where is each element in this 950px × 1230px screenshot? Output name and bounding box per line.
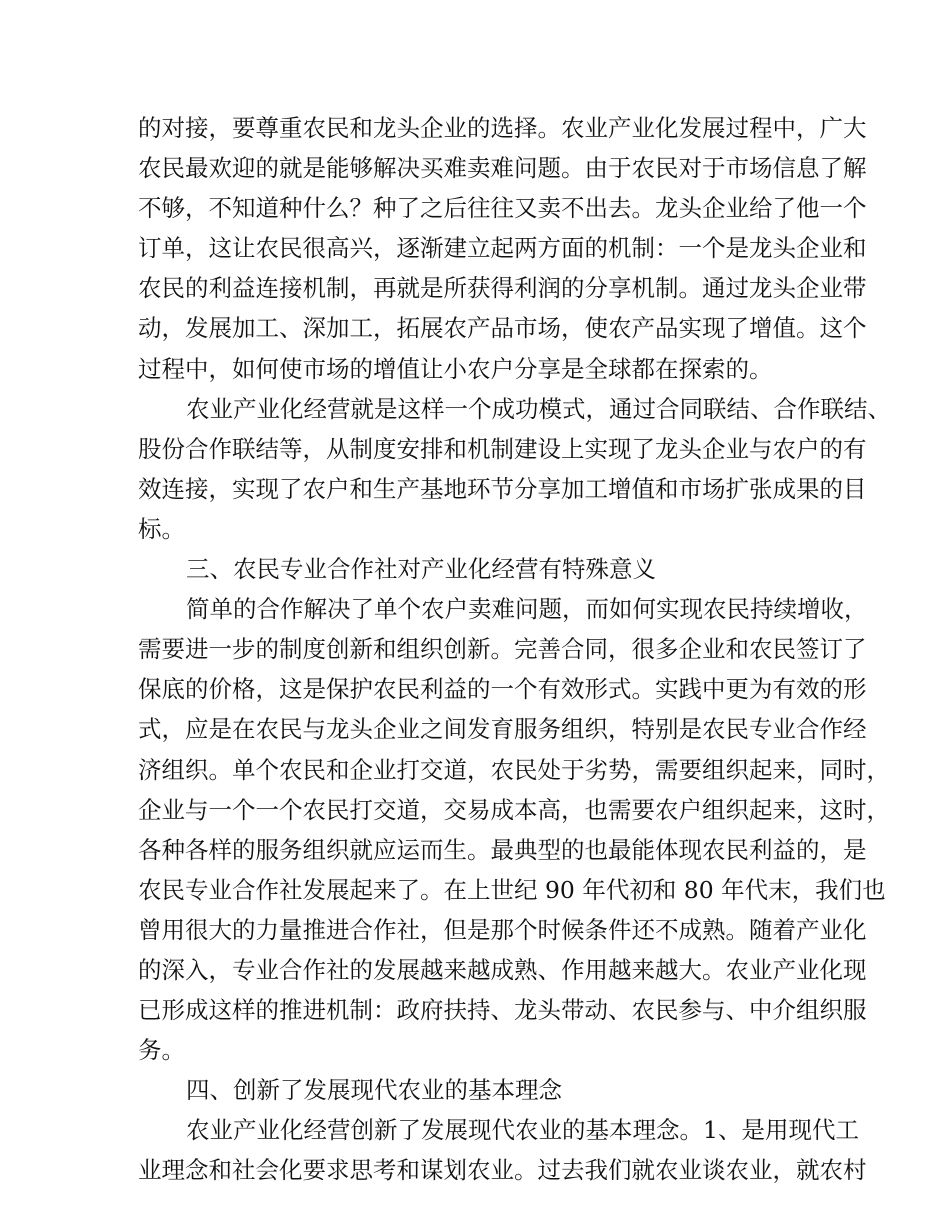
text-line: 农民专业合作社发展起来了。在上世纪 90 年代初和 80 年代末，我们也 [138, 875, 886, 904]
paragraph-2 [138, 389, 891, 549]
text-line: 各种各样的服务组织就应运而生。最典型的也最能体现农民利益的，是 [138, 835, 867, 864]
paragraph-1 [138, 108, 867, 389]
document-body [138, 108, 891, 1191]
text-line: 过程中，如何使市场的增值让小农户分享是全球都在探索的。 [138, 354, 773, 383]
text-line: 简单的合作解决了单个农户卖难问题，而如何实现农民持续增收， [186, 595, 868, 624]
text-line: 标。 [138, 514, 185, 543]
text-line: 不够，不知道种什么？种了之后往往又卖不出去。龙头企业给了他一个 [138, 194, 867, 223]
text-line: 农业产业化经营就是这样一个成功模式，通过合同联结、合作联结、 [186, 394, 891, 423]
text-line: 的深入，专业合作社的发展越来越成熟、作用越来越大。农业产业化现 [138, 955, 867, 984]
section-heading-3 [138, 549, 818, 589]
heading-text: 四、创新了发展现代农业的基本理念 [186, 1076, 562, 1105]
heading-text: 三、农民专业合作社对产业化经营有特殊意义 [186, 555, 656, 584]
text-line: 务。 [138, 1036, 185, 1065]
text-line: 农民的利益连接机制，再就是所获得利润的分享机制。通过龙头企业带 [138, 274, 867, 303]
text-line: 曾用很大的力量推进合作社，但是那个时候条件还不成熟。随着产业化 [138, 915, 867, 944]
text-line: 保底的价格，这是保护农民利益的一个有效形式。实践中更为有效的形 [138, 675, 867, 704]
text-line: 式，应是在农民与龙头企业之间发育服务组织，特别是农民专业合作经 [138, 715, 867, 744]
paragraph-4 [138, 1110, 867, 1190]
text-line: 效连接，实现了农户和生产基地环节分享加工增值和市场扩张成果的目 [138, 474, 867, 503]
text-line: 农民最欢迎的就是能够解决买难卖难问题。由于农民对于市场信息了解 [138, 154, 867, 183]
text-line: 需要进一步的制度创新和组织创新。完善合同，很多企业和农民签订了 [138, 635, 867, 664]
text-line: 的对接，要尊重农民和龙头企业的选择。农业产业化发展过程中，广大 [138, 114, 867, 142]
text-line: 股份合作联结等，从制度安排和机制建设上实现了龙头企业与农户的有 [138, 434, 867, 463]
text-line: 业理念和社会化要求思考和谋划农业。过去我们就农业谈农业，就农村 [138, 1156, 867, 1185]
text-line: 企业与一个一个农民打交道，交易成本高，也需要农户组织起来，这时， [138, 795, 890, 824]
section-heading-4 [138, 1070, 818, 1110]
paragraph-3 [138, 589, 890, 1070]
text-line: 农业产业化经营创新了发展现代农业的基本理念。1、是用现代工 [186, 1116, 859, 1145]
text-line: 已形成这样的推进机制：政府扶持、龙头带动、农民参与、中介组织服 [138, 996, 867, 1025]
text-line: 济组织。单个农民和企业打交道，农民处于劣势，需要组织起来，同时， [138, 755, 890, 784]
text-line: 动，发展加工、深加工，拓展农产品市场，使农产品实现了增值。这个 [138, 314, 867, 343]
text-line: 订单，这让农民很高兴，逐渐建立起两方面的机制：一个是龙头企业和 [138, 234, 867, 263]
